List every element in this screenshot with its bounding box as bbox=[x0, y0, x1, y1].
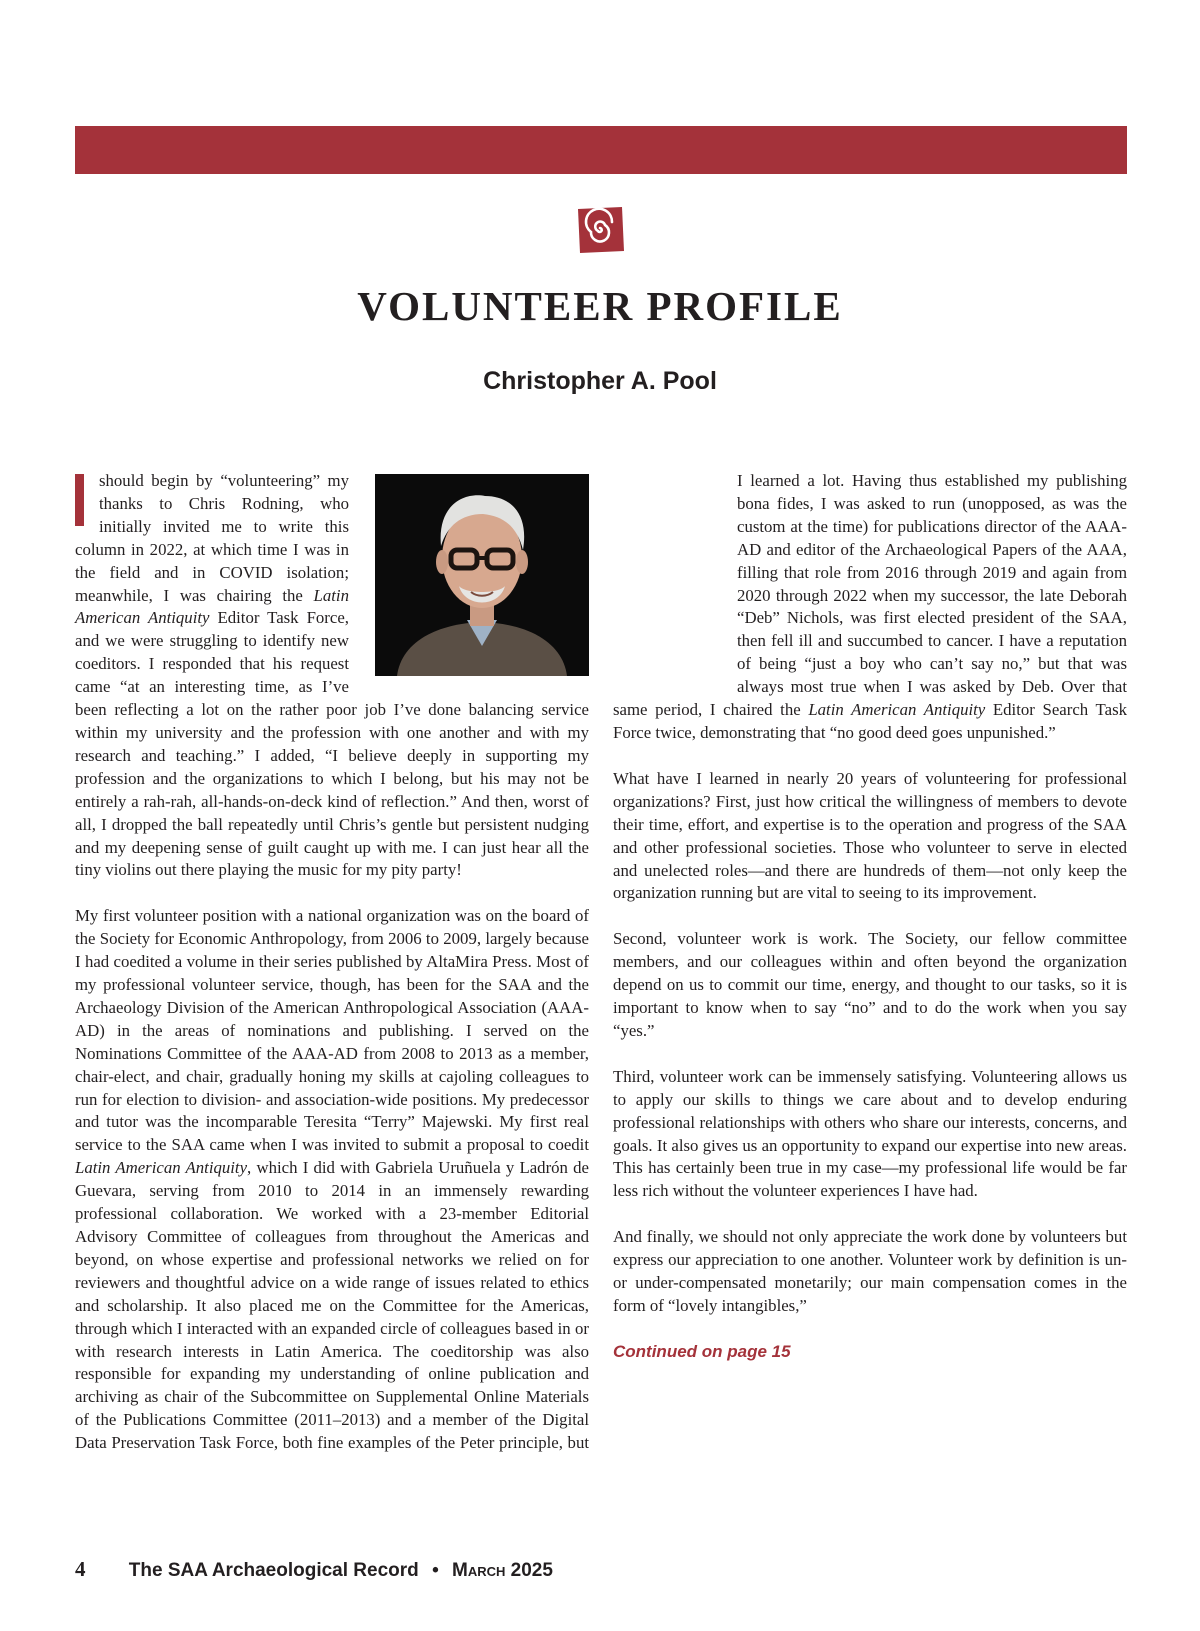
article-paragraph bbox=[75, 905, 589, 1455]
article-text: My first volunteer position with a national organization was on the board of the Society for Economic Anthropology, from 2006 to 2009, largely because I had coedited a volume in their series published by AltaMira Press. Most of my professional volunteer service, though, has been for the SAA and the Archaeology Division of the American Anthropological Association (AAA-AD) in the areas of nominations and publishing. I served on the Nominations Committee of the AAA-AD from 2008 to 2013 as a member, chair-elect, and chair, gradually honing my skills at cajoling colleagues to run for election to division- and association-wide positions. My predecessor and tutor was the incomparable Teresita “Terry” Majewski. My first real service to the SAA came when I was invited to submit a proposal to coedit bbox=[75, 906, 589, 1155]
journal-title: Latin American Antiquity bbox=[75, 1158, 248, 1178]
article-text: Editor Task Force, and we were struggling to identify new coeditors. I responded that his request came “at an interesting time, as I’ve been reflecting a lot on the rather poor job I’ve done balancing service within my university and the profession with one another and with my research and teaching.” I added, “I believe deeply in supporting my profession and the organizations to which I belong, but his may not be entirely a rah-rah, all-hands-on-deck kind of reflection.” And then, worst of all, I dropped the ball repeatedly until Chris’s gentle but persistent nudging and my deepening sense of guilt caught up with me. I can just hear all the tiny violins out there playing the music for my pity party! bbox=[75, 608, 589, 880]
article-paragraph: Second, volunteer work is work. The Society, our fellow committee members, and our colleagues within and often beyond the organization depend on us to commit our time, energy, and thought to our tasks, so it is important to know when to say “no” and to do the work when you say “yes.” bbox=[613, 929, 1127, 1040]
header-color-bar bbox=[75, 126, 1127, 174]
article-paragraph: And finally, we should not only appreciate the work done by volunteers but express our appreciation to one another. Volunteer work by definition is un- or under-compensated monetarily; our main compensation comes in the form of “lovely intangibles,” bbox=[613, 1227, 1127, 1315]
journal-title: Latin American Antiquity bbox=[808, 700, 986, 720]
page-number: 4 bbox=[75, 1557, 86, 1581]
article-text: , which I did with Gabriela Uruñuela y Ladrón de Guevara, serving from 2010 to 2014 in an immensely rewarding professional collaboration. We worked with a 23-member Editorial Advisory Committee of colleagues from throughout the Americas and beyond, on whose expertise and professional networks we relied on for reviewers and thoughtful advice on a wide range of issues related to ethics and scholarship. It also placed me on the Committee for the Americas, through which I interacted with an expanded circle of colleagues based in or with research interests in Latin America. The coeditorship was also responsible for expanding my understanding of online publication and archiving as chair of the Subcommittee on Supplemental Online Materials of the Publications Committee (2011–2013) and a member of the Digital Data Preservation Task Force, both fine examples of the Peter principle, but bbox=[75, 1158, 590, 1453]
article-paragraph: Third, volunteer work can be immensely satisfying. Volunteering allows us to apply our skills to things we care about and to develop enduring professional relationships with others who share our interests, concerns, and goals. It also gives us an opportunity to expand our expertise into new areas. This has certainly been true in my case—my professional life would be far less rich without the volunteer experiences I have had. bbox=[613, 1066, 1127, 1201]
spiral-icon bbox=[574, 204, 626, 256]
article-text: Editor Search Task Force twice, demonstrating that “no good deed goes unpunished.” bbox=[613, 700, 1127, 742]
author-portrait-photo bbox=[375, 474, 589, 676]
publication-name: The SAA Archaeological Record bbox=[128, 1560, 419, 1581]
article-paragraph: What have I learned in nearly 20 years of volunteering for professional organizations? First, just how critical the willingness of members to devote their time, effort, and expertise is to the operation and progress of the SAA and other professional societies. Those who volunteer to serve in elected and unelected roles—and there are hundreds of them—not only keep the organization running but are vital to seeing to its improvement. bbox=[613, 768, 1127, 903]
continued-link[interactable]: Continued on page 15 bbox=[613, 1341, 791, 1361]
footer-separator: • bbox=[432, 1560, 439, 1581]
article-text: I learned a lot. Having thus established my publishing bona fides, I was asked to run (unopposed, as was the custom at the time) for publications director of the AAA-AD and editor of the Archaeological Papers of the AAA, filling that role from 2016 through 2019 and again from 2020 through 2022 when my successor, the late Deborah “Deb” Nichols, was first elected president of the SAA, then fell ill and succumbed to cancer. I have a reputation of being “just a boy who can’t say no,” but that was always most true when I was asked by Deb. Over that same period, I chaired the bbox=[613, 471, 1127, 720]
issue-date: March 2025 bbox=[452, 1560, 553, 1581]
author-name: Christopher A. Pool bbox=[483, 367, 717, 395]
page-title: VOLUNTEER PROFILE bbox=[357, 283, 843, 329]
page-footer bbox=[75, 1557, 553, 1582]
article-text: should begin by “volunteering” my thanks to Chris Rodning, who initially invited me to write this column in 2022, at which time I was in the field and in COVID isolation; meanwhile, I was chairing the bbox=[75, 471, 349, 605]
journal-title: Latin American Antiquity bbox=[75, 585, 349, 628]
drop-cap bbox=[75, 474, 84, 526]
article-column-left bbox=[75, 470, 589, 1478]
photo-wrap-spacer bbox=[613, 470, 737, 696]
article-column-right bbox=[613, 470, 1127, 1364]
